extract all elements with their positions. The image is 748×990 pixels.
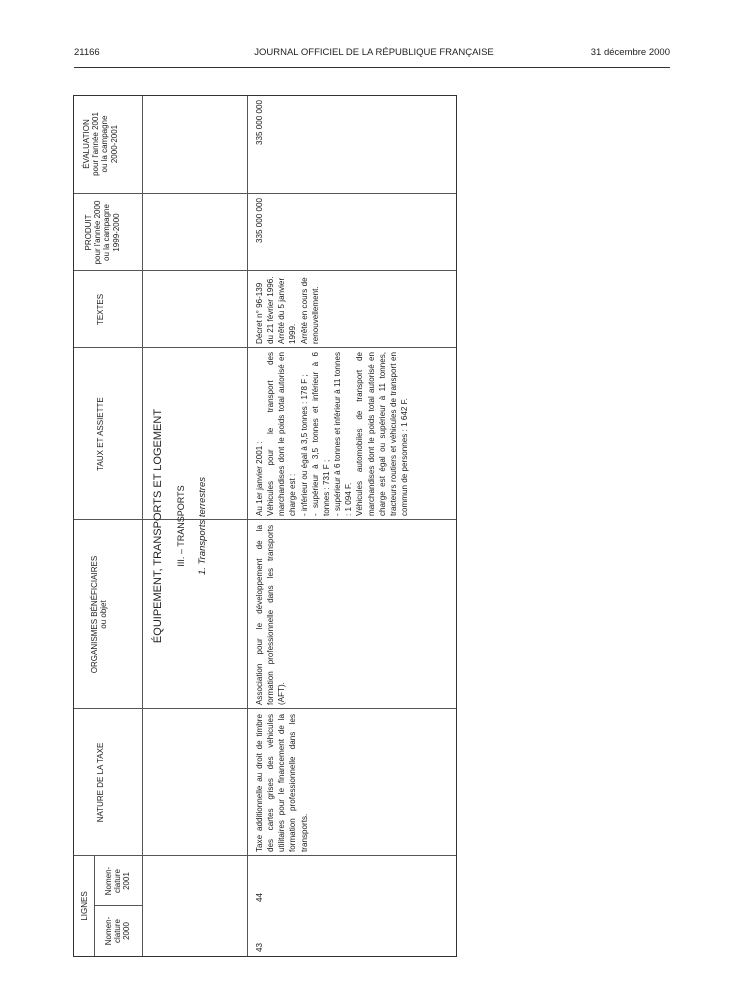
header-textes: TEXTES [96,293,105,326]
taux-list [299,352,355,516]
list-item: - supérieur à 3,5 tonnes et inférieur à 6 tonnes : 731 F ; [310,352,331,516]
list-item: - inférieur ou égal à 3,5 tonnes : 178 F ; [299,374,309,516]
header-nomenclature-2001: Nomen- clature 2001 [104,866,132,896]
cell-taux: Au 1er janvier 2001 : Véhicules pour le transport des marchandises dont le poids total autorisé en charge est : - inférieur ou égal à 3,5 tonnes : 178 F ; - supérieur à 3,5 tonnes et inférieur à 6 tonnes : 731 F ; - supérieur à 6 tonnes et inférieur à 11 tonnes : 1 094 F. Véhicules automobiles de transport de marchandises dont le poids total autorisé en charge est égal ou supérieur à 11 tonnes, tracteurs routiers et véhicules de transport en commun de personnes : 1 642 F. [255,352,410,516]
header-nomenclature-2000: Nomen- clature 2000 [104,916,132,946]
section-part: III. – TRANSPORTS [176,485,186,567]
column-divider [74,193,456,194]
tax-table-container [73,95,457,957]
cell-nature: Taxe additionnelle au droit de timbre des cartes grises des véhicules utilitaires pour le financement de la formation professionnelle dans les transports. [255,714,309,852]
section-subpart: 1. Transports terrestres [197,476,208,576]
header-bottom-rule [142,96,143,956]
cell-produit: 335 000 000 [255,198,264,244]
tax-table [73,95,457,957]
column-divider [74,708,456,709]
column-divider [74,270,456,271]
journal-title: JOURNAL OFFICIEL DE LA RÉPUBLIQUE FRANÇAISE [254,47,494,58]
header-rule [74,67,670,68]
cell-nomenclature-2001: 44 [255,892,264,902]
page-date: 31 décembre 2000 [590,47,670,58]
section-ministry: ÉQUIPEMENT, TRANSPORTS ET LOGEMENT [152,408,164,644]
header-nature: NATURE DE LA TAXE [96,742,105,823]
cell-evaluation: 335 000 000 [255,100,264,146]
lignes-rule [94,856,95,956]
section-bottom-rule [247,96,248,956]
header-lignes: LIGNES [80,891,89,921]
header-evaluation: ÉVALUATION pour l'année 2001 ou la campagne 2000-2001 [82,112,119,176]
header-organismes: ORGANISMES BÉNÉFICIAIRES ou objet [90,555,109,674]
page-number: 21166 [74,47,100,58]
column-divider [74,519,456,520]
column-divider [74,347,456,348]
header-taux: TAUX ET ASSIETTE [96,397,105,471]
cell-organisme: Association pour le développement de la formation professionnelle dans les transports (AFT). [255,525,287,705]
cell-nomenclature-2000: 43 [255,942,264,952]
header-produit: PRODUIT pour l'année 2000 ou la campagne 1999-2000 [84,200,121,265]
list-item: - supérieur à 6 tonnes et inférieur à 11 tonnes : 1 094 F. [333,352,354,516]
cell-textes: Décret n° 96-139 du 21 février 1996. Arrêté du 5 janvier 1999. Arrêté en cours de renouvellement. [255,276,320,344]
